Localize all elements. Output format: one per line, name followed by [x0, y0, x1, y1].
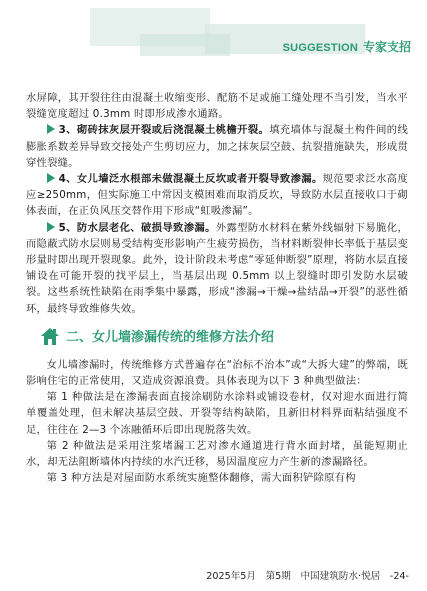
column-label-cn: 专家支招 [362, 40, 411, 54]
triangle-bullet-icon [47, 222, 55, 232]
triangle-bullet-icon [47, 173, 55, 183]
list-item [26, 171, 408, 220]
list-item-body: 填充墙体与混凝土构件间的线膨胀系数差异导致交接处产生剪切应力，加之抹灰层空鼓、抗裂措施缺失，形成贯穿性裂缝。 [26, 124, 408, 169]
column-label [283, 38, 411, 55]
list-item-title: 4、女儿墙泛水根部未做混凝土反坎或者开裂导致渗漏。 [58, 173, 323, 186]
section-title: 二、女儿墙渗漏传统的维修方法介绍 [66, 330, 275, 346]
list-item-body: 规范要求泛水高度应≥250mm，但实际施工中常因支模困难而取消反坎，导致防水层直接收口于砌体表面，在正负风压交替作用下形成“虹吸渗漏”。 [26, 173, 408, 218]
page-footer: 2025年5月 第5期 中国建筑防水·悦居 -24- [206, 571, 409, 582]
column-label-en: SUGGESTION [282, 42, 358, 54]
triangle-bullet-icon [47, 124, 55, 134]
section-heading [40, 323, 408, 349]
list-item-body: 外露型防水材料在紫外线辐射下易脆化，而隐蔽式防水层则易受结构变形影响产生疲劳损伤，当材料断裂伸长率低于基层变形量时即出现开裂现象。此外，设计阶段未考虑“零延伸断裂”原理，将防水层直接铺设在可能开裂的找平层上，当基层出现 0.5mm 以上裂缝时即引发防水层破裂。这些系统性缺陷在雨季集中暴露，形成“渗漏→干燥→盐结晶→开裂”的恶性循环，最终导致维修失效。 [26, 221, 409, 315]
list-item-title: 5、防水层老化、破损导致渗漏。 [58, 221, 216, 234]
paragraph: 水屏障，其开裂往往由混凝土收缩变形、配筋不足或施工缝处理不当引发，当水平裂缝宽度超过 0.3mm 时即形成渗水通路。 [26, 92, 408, 121]
list-item-title: 3、砌砖抹灰层开裂或后浇混凝土桃檐开裂。 [58, 124, 270, 137]
page-header [0, 0, 427, 62]
list-item [26, 220, 408, 317]
building-icon [40, 326, 60, 346]
paragraph: 第 1 种做法是在渗漏表面直接涂刷防水涂料或铺设卷材，仅对迎水面进行简单覆盖处理，但未解决基层空鼓、开裂等结构缺陷，且新旧材料界面粘结强度不足，往往在 2—3 个冻融循环后即出现脱落失效。 [26, 391, 408, 436]
paragraph: 女儿墙渗漏时，传统维修方式普遍存在“治标不治本”或“大拆大建”的弊端，既影响住宅的正常使用，又造成资源浪费。具体表现为以下 3 种典型做法： [26, 358, 408, 388]
list-item [26, 122, 408, 171]
paragraph: 第 2 种做法是采用注浆堵漏工艺对渗水通道进行背水面封堵，虽能短期止水，却无法阻断墙体内持续的水汽迁移，易因温度应力产生新的渗漏路径。 [26, 439, 408, 469]
paragraph: 第 3 种方法是对屋面防水系统实施整体翻修，需大面积铲除原有构 [46, 472, 356, 485]
article-body [26, 90, 408, 486]
header-decoration [140, 34, 230, 56]
